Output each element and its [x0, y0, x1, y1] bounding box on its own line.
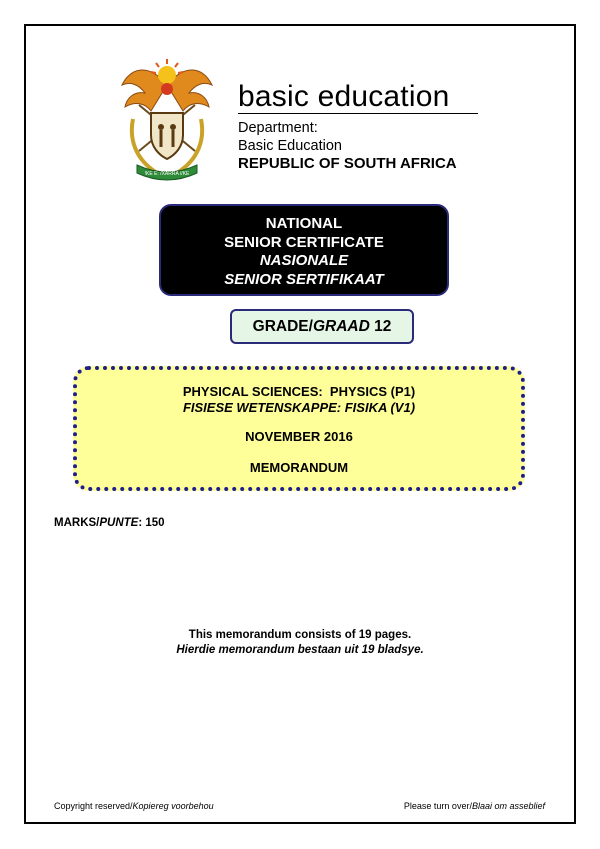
exam-date: NOVEMBER 2016	[245, 429, 353, 444]
footer-turn-over-af: Blaai om asseblief	[471, 801, 545, 811]
document-type: MEMORANDUM	[249, 460, 349, 475]
marks-label: MARKS/	[54, 517, 100, 529]
subject-box	[73, 366, 525, 491]
subject-line-en: PHYSICAL SCIENCES: PHYSICS (P1)	[182, 384, 416, 399]
cert-line-3: NASIONALE	[259, 252, 349, 269]
grade-box	[230, 309, 414, 344]
page-count	[0, 628, 600, 658]
grade-label: GRADE/	[252, 318, 313, 335]
marks-value: : 150	[138, 517, 165, 529]
footer-copyright-en: Copyright reserved/	[54, 801, 133, 811]
footer-turn-over	[404, 801, 545, 811]
footer-copyright	[54, 801, 214, 811]
country-name: REPUBLIC OF SOUTH AFRICA	[238, 155, 457, 172]
grade-label-af: GRAAD	[312, 318, 370, 335]
footer-copyright-af: Kopiereg voorbehou	[132, 801, 214, 811]
page-count-af: Hierdie memorandum bestaan uit 19 bladsye.	[176, 644, 424, 656]
brand-title: basic education	[238, 80, 450, 113]
coat-of-arms-icon	[117, 55, 217, 185]
cert-line-4: SENIOR SERTIFIKAAT	[224, 270, 384, 288]
department-block	[238, 120, 457, 173]
cert-line-2: SENIOR CERTIFICATE	[224, 233, 384, 251]
dept-line-2: Basic Education	[238, 137, 342, 154]
marks-total	[54, 517, 165, 529]
cert-line-1: NATIONAL	[265, 215, 343, 232]
brand-rule	[238, 113, 478, 114]
grade-number: 12	[374, 318, 392, 335]
dept-line-1: Department:	[238, 120, 318, 136]
footer-turn-over-en: Please turn over/	[403, 801, 472, 811]
certificate-box	[159, 204, 449, 296]
subject-line-af: FISIESE WETENSKAPPE: FISIKA (V1)	[182, 400, 416, 415]
marks-label-af: PUNTE	[99, 517, 139, 529]
page-count-en: This memorandum consists of 19 pages.	[188, 629, 412, 641]
svg-text:!KE E: /XARRA //KE: !KE E: /XARRA //KE	[144, 171, 190, 177]
